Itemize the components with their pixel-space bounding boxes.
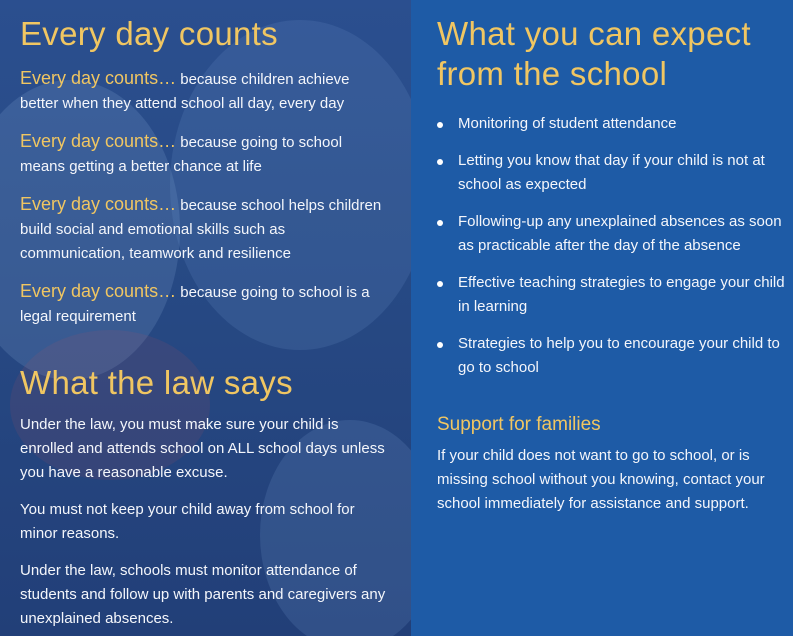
bullet-icon <box>437 220 443 226</box>
count-lead: Every day counts… <box>20 194 177 214</box>
expect-list-item <box>437 332 785 380</box>
support-text: If your child does not want to go to school, or is missing school without you knowing, contact your school immediately for assistance and support. <box>437 447 765 512</box>
count-paragraph <box>20 279 391 329</box>
law-section <box>20 363 391 631</box>
expect-item-text: Letting you know that day if your child is not at school as expected <box>458 152 765 193</box>
expect-list-item <box>437 271 785 319</box>
expect-list <box>437 112 785 380</box>
bullet-icon <box>437 122 443 128</box>
right-panel <box>411 0 793 636</box>
expect-item-text: Following-up any unexplained absences as soon as practicable after the day of the absence <box>458 213 782 254</box>
count-lead: Every day counts… <box>20 131 177 151</box>
support-heading: Support for families <box>437 414 601 435</box>
count-text: because children achieve better when they attend school all day, every day <box>20 71 350 112</box>
count-text: because school helps children build social and emotional skills such as communication, teamwork and resilience <box>20 197 382 262</box>
count-paragraph <box>20 129 391 179</box>
expect-list-item <box>437 210 785 258</box>
count-paragraph <box>20 66 391 116</box>
count-lead: Every day counts… <box>20 68 177 88</box>
expect-list-item <box>437 149 785 197</box>
count-text: because going to school is a legal requirement <box>20 284 370 325</box>
bullet-icon <box>437 281 443 287</box>
count-lead: Every day counts… <box>20 281 177 301</box>
counts-list <box>20 66 391 329</box>
count-text: because going to school means getting a better chance at life <box>20 134 343 175</box>
law-paragraph: Under the law, schools must monitor attendance of students and follow up with parents and caregivers any unexplained absences. <box>20 562 386 627</box>
every-day-counts-heading: Every day counts <box>20 15 278 52</box>
count-paragraph <box>20 192 391 266</box>
law-paragraph: You must not keep your child away from school for minor reasons. <box>20 501 355 542</box>
expect-item-text: Effective teaching strategies to engage your child in learning <box>458 274 785 315</box>
expect-list-item <box>437 112 785 136</box>
bullet-icon <box>437 159 443 165</box>
law-heading: What the law says <box>20 364 293 401</box>
law-paragraph: Under the law, you must make sure your child is enrolled and attends school on ALL school days unless you have a reasonable excuse. <box>20 416 385 481</box>
bullet-icon <box>437 342 443 348</box>
expect-heading: What you can expect from the school <box>437 15 751 92</box>
expect-item-text: Monitoring of student attendance <box>458 115 677 132</box>
expect-item-text: Strategies to help you to encourage your child to go to school <box>458 335 780 376</box>
